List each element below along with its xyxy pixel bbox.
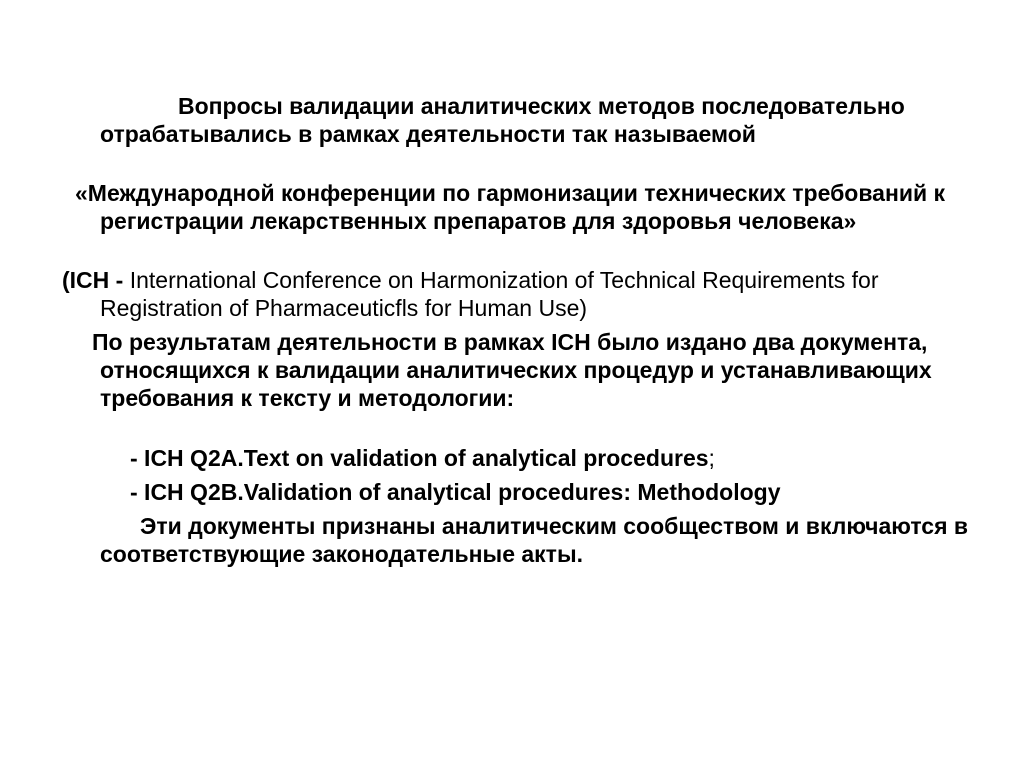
ich-full-name: International Conference on Harmonization of Technical Requirements for Registration of Pharmaceuticfls for Human Use): [100, 267, 879, 321]
doc-q2a-item: [130, 444, 990, 472]
intro-paragraph: Вопросы валидации аналитических методов последовательно отрабатывались в рамках деятельности так называемой: [100, 93, 905, 147]
conclusion-paragraph: Эти документы признаны аналитическим сообществом и включаются в соответствующие законодательные акты.: [100, 513, 969, 567]
doc-q2a-suffix: ;: [708, 445, 715, 471]
doc-q2b-item: - ICH Q2B.Validation of analytical procedures: Methodology: [130, 479, 781, 505]
conference-name-paragraph: «Международной конференции по гармонизации технических требований к регистрации лекарственных препаратов для здоровья человека»: [75, 180, 946, 234]
doc-q2a-text: - ICH Q2A.Text on validation of analytical procedures: [130, 445, 709, 471]
ich-abbreviation-paragraph: [62, 266, 980, 322]
results-paragraph: По результатам деятельности в рамках ICH было издано два документа, относящихся к валидации аналитических процедур и устанавливающих требования к тексту и методологии:: [92, 329, 932, 411]
ich-prefix: (ICH -: [62, 267, 130, 293]
